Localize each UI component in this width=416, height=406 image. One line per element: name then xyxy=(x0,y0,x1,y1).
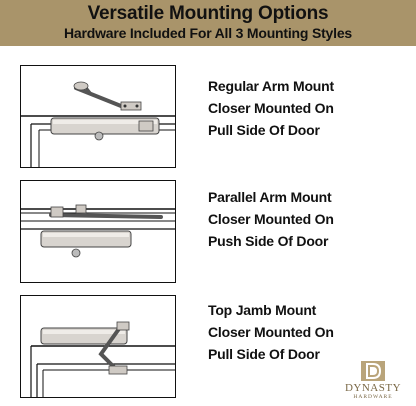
header-title: Versatile Mounting Options xyxy=(87,3,329,24)
parallel-arm-illustration xyxy=(20,180,176,283)
top-jamb-line-3: Pull Side Of Door xyxy=(208,346,320,362)
parallel-arm-line-3: Push Side Of Door xyxy=(208,233,329,249)
regular-arm-illustration xyxy=(20,65,176,168)
parallel-arm-title: Parallel Arm Mount xyxy=(208,189,332,205)
regular-arm-caption xyxy=(208,75,408,141)
top-jamb-door-closer-icon xyxy=(21,296,176,398)
regular-arm-line-3: Pull Side Of Door xyxy=(208,122,320,138)
header-subtitle: Hardware Included For All 3 Mounting Styles xyxy=(63,25,353,41)
top-jamb-illustration xyxy=(20,295,176,398)
regular-arm-door-closer-icon xyxy=(21,66,176,168)
parallel-arm-line-2: Closer Mounted On xyxy=(208,211,334,227)
header-banner xyxy=(0,0,416,46)
logo-name: DYNASTY xyxy=(344,382,402,394)
dynasty-logo xyxy=(340,360,406,404)
regular-arm-line-2: Closer Mounted On xyxy=(208,100,334,116)
top-jamb-caption xyxy=(208,299,408,365)
top-jamb-line-2: Closer Mounted On xyxy=(208,324,334,340)
parallel-arm-door-closer-icon xyxy=(21,181,176,283)
dynasty-logo-mark xyxy=(358,360,388,382)
logo-tagline: HARDWARE xyxy=(353,394,393,400)
parallel-arm-caption xyxy=(208,186,408,252)
top-jamb-title: Top Jamb Mount xyxy=(208,302,317,318)
regular-arm-title: Regular Arm Mount xyxy=(208,78,334,94)
